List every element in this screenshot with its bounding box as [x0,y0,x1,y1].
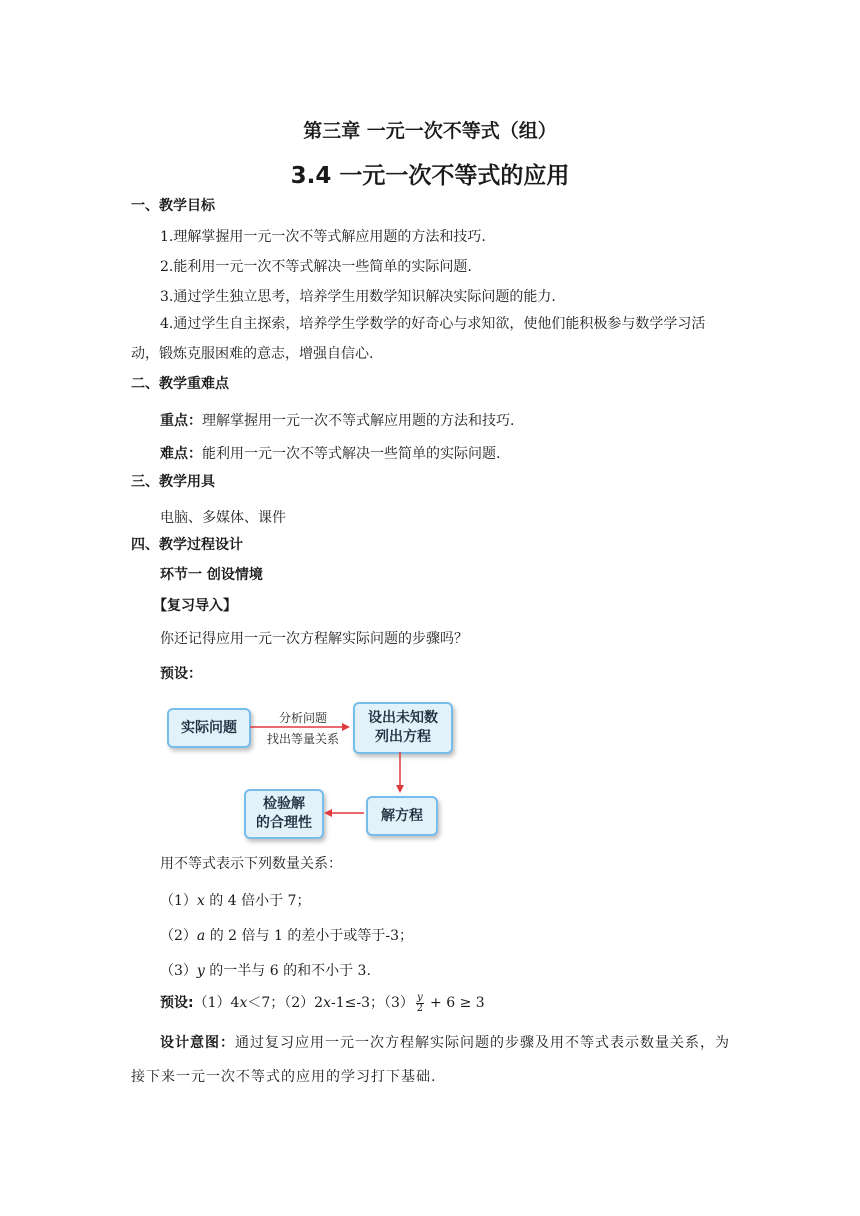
goal-item-2: 2.能利用一元一次不等式解决一些简单的实际问题. [160,259,472,275]
flow-box-real-problem-label: 实际问题 [181,719,237,736]
review-heading: 【复习导入】 [153,598,237,614]
exercise-3-number: （3） [160,963,197,979]
answer-2-variable: x [323,995,331,1011]
exercise-1-number: （1） [160,893,197,909]
exercise-3-variable: y [196,963,205,979]
difficult-point-text: 能利用一元一次不等式解决一些简单的实际问题. [202,446,501,462]
answer-2: （2）2 [284,995,324,1011]
answer-1: （1）4 [193,995,240,1011]
stage-1-heading: 环节一 创设情境 [160,567,263,583]
exercise-3-text: 的一半与 6 的和不小于 3. [204,963,371,979]
chapter-title: 第三章 一元一次不等式（组） [303,120,557,142]
answer-2-rest: -1≤-3； [331,995,385,1011]
flow-arrow-label-bottom: 找出等量关系 [266,732,339,746]
flow-arrow-label-top: 分析问题 [278,711,327,725]
key-point-text: 理解掌握用一元一次不等式解应用题的方法和技巧. [202,413,515,429]
answer-label: 预设: [160,995,194,1011]
exercise-2-variable: a [196,928,206,944]
flow-box-check-solution-line1: 检验解 [263,796,305,812]
answer-3: （3） [384,995,414,1011]
goal-item-1: 1.理解掌握用一元一次不等式解应用题的方法和技巧. [160,229,486,245]
difficult-point-label: 难点： [160,446,202,462]
lesson-title: 3.4 一元一次不等式的应用 [290,163,570,189]
preset-label: 预设： [160,666,202,682]
section-heading-keypoints: 二、教学重难点 [131,376,229,392]
flow-box-check-solution-line2: 的合理性 [256,815,312,831]
tools-text: 电脑、多媒体、课件 [160,510,286,526]
exercise-1-variable: x [196,893,205,909]
key-point-label: 重点： [160,413,202,429]
exercise-item-2 [160,925,413,945]
exercise-intro: 用不等式表示下列数量关系： [160,856,342,872]
answer-3-fraction [416,993,424,1014]
review-question: 你还记得应用一元一次方程解实际问题的步骤吗？ [160,631,468,647]
design-intent-text: 通过复习应用一元一次方程解实际问题的步骤及用不等式表示数量关系，为接下来一元一次不等式的应用的学习打下基础. [131,1035,730,1085]
goal-item-4: 4.通过学生自主探索，培养学生学数学的好奇心与求知欲，使他们能积极参与数学学习活动，锻炼克服困难的意志，增强自信心. [131,316,706,362]
design-intent-label: 设计意图： [160,1035,235,1051]
answer-1-rest: ＜7； [247,995,285,1011]
answer-line [160,992,485,1014]
exercise-1-text: 的 4 倍小于 7； [204,893,311,909]
flow-box-set-unknown-line1: 设出未知数 [368,710,438,726]
design-intent [131,1026,731,1094]
fraction-numerator: y [416,991,423,1003]
section-heading-process: 四、教学过程设计 [131,537,243,553]
exercise-item-3 [160,960,371,980]
goal-item-3: 3.通过学生独立思考，培养学生用数学知识解决实际问题的能力. [160,289,556,305]
exercise-2-text: 的 2 倍与 1 的差小于或等于-3； [205,928,413,944]
section-heading-tools: 三、教学用具 [131,474,215,490]
exercise-item-1 [160,890,310,910]
section-heading-goals: 一、教学目标 [131,198,215,214]
answer-3-rest: + 6 ≥ 3 [425,995,485,1011]
flow-box-solve-equation-label: 解方程 [381,807,423,824]
flow-box-set-unknown-line2: 列出方程 [375,729,431,745]
fraction-denominator: 2 [416,1002,423,1014]
answer-1-variable: x [239,995,248,1011]
exercise-2-number: （2） [160,928,197,944]
